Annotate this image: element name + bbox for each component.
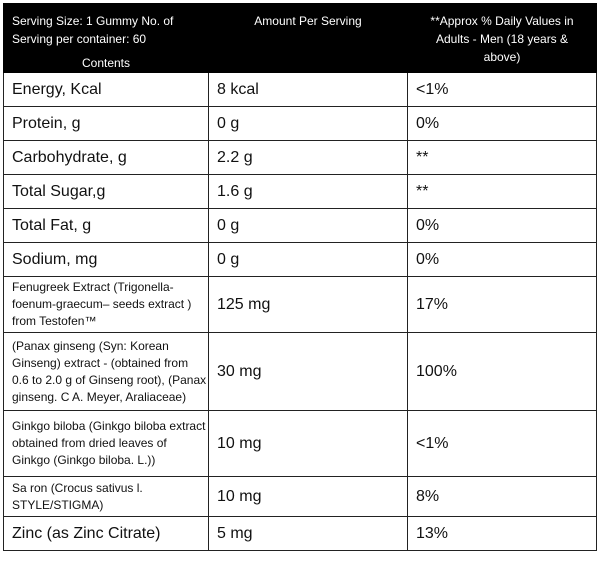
amount-cell: 125 mg	[209, 277, 408, 333]
content-cell: Carbohydrate, g	[4, 141, 209, 175]
nutrition-facts-table	[3, 3, 597, 551]
content-cell: Sodium, mg	[4, 243, 209, 277]
daily-value-cell: 17%	[408, 277, 597, 333]
table-row	[4, 107, 597, 141]
content-cell: Ginkgo biloba (Ginkgo biloba extract obtained from dried leaves of Ginkgo (Ginkgo biloba. L.))	[4, 411, 209, 477]
amount-cell: 2.2 g	[209, 141, 408, 175]
amount-cell: 0 g	[209, 209, 408, 243]
amount-cell: 8 kcal	[209, 73, 408, 107]
amount-cell: 10 mg	[209, 411, 408, 477]
table-row	[4, 477, 597, 517]
amount-cell: 10 mg	[209, 477, 408, 517]
daily-value-cell: <1%	[408, 411, 597, 477]
table-row	[4, 209, 597, 243]
table-row	[4, 73, 597, 107]
daily-value-cell: 13%	[408, 517, 597, 551]
daily-value-cell: 0%	[408, 243, 597, 277]
content-cell: Total Sugar,g	[4, 175, 209, 209]
table-row	[4, 175, 597, 209]
amount-cell: 1.6 g	[209, 175, 408, 209]
daily-value-header: **Approx % Daily Values in Adults - Men (18 years & above)	[408, 4, 597, 73]
daily-value-cell: 0%	[408, 107, 597, 141]
content-cell: Total Fat, g	[4, 209, 209, 243]
table-row	[4, 411, 597, 477]
table-header-row	[4, 4, 597, 73]
amount-cell: 30 mg	[209, 333, 408, 411]
content-cell: Fenugreek Extract (Trigonella-foenum-graecum– seeds extract ) from Testofen™	[4, 277, 209, 333]
daily-value-cell: **	[408, 175, 597, 209]
content-cell: (Panax ginseng (Syn: Korean Ginseng) extract - (obtained from 0.6 to 2.0 g of Ginseng root), (Panax ginseng. C A. Meyer, Araliaceae)	[4, 333, 209, 411]
nutrition-facts-table-container	[3, 3, 596, 551]
table-row	[4, 333, 597, 411]
daily-value-cell: 8%	[408, 477, 597, 517]
daily-value-cell: <1%	[408, 73, 597, 107]
amount-cell: 0 g	[209, 107, 408, 141]
table-row	[4, 141, 597, 175]
content-cell: Protein, g	[4, 107, 209, 141]
header-serving-contents	[4, 4, 209, 73]
daily-value-cell: 0%	[408, 209, 597, 243]
serving-size-text: Serving Size: 1 Gummy No. of Serving per container: 60	[12, 14, 174, 46]
amount-cell: 5 mg	[209, 517, 408, 551]
content-cell: Sa ron (Crocus sativus l. STYLE/STIGMA)	[4, 477, 209, 517]
content-cell: Zinc (as Zinc Citrate)	[4, 517, 209, 551]
table-row	[4, 277, 597, 333]
table-row	[4, 243, 597, 277]
daily-value-cell: 100%	[408, 333, 597, 411]
daily-value-cell: **	[408, 141, 597, 175]
amount-per-serving-header: Amount Per Serving	[209, 4, 408, 73]
contents-header: Contents	[81, 56, 131, 70]
content-cell: Energy, Kcal	[4, 73, 209, 107]
table-row	[4, 517, 597, 551]
amount-cell: 0 g	[209, 243, 408, 277]
